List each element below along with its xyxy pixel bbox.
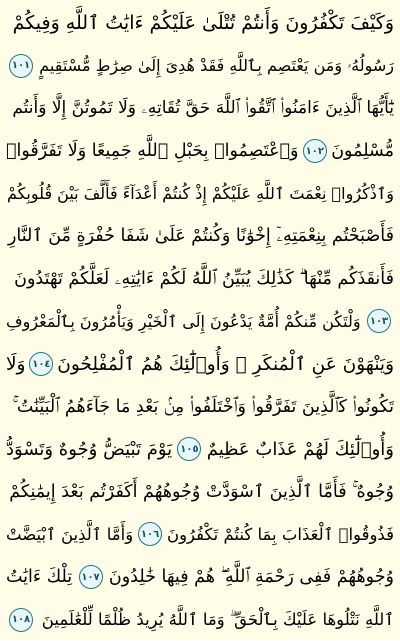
verse-text: وَلَا xyxy=(6,353,26,375)
verse-text: فَأَنقَذَكُم مِّنْهَا ۗ كَذَٰلِكَ يُبَيِّنُ ٱللَّهُ لَكُمْ ءَايَٰتِهِۦ لَعَلَّكُمْ تَهْتَدُونَ xyxy=(14,268,394,289)
verse-text: يَٰٓأَيُّهَا ٱلَّذِينَ ءَامَنُوا۟ ٱتَّقُوا۟ ٱللَّهَ حَقَّ تُقَاتِهِۦ وَلَا تَمُوتُنَّ إِلَّا وَأَنتُم xyxy=(12,98,394,119)
text-line xyxy=(6,130,394,173)
text-line xyxy=(6,2,394,45)
ayah-number-marker: ١٠٣ xyxy=(367,309,391,333)
text-line xyxy=(6,215,394,258)
verse-text: وُجُوهٌ ۚ فَأَمَّا ٱلَّذِينَ ٱسْوَدَّتْ وُجُوهُهُمْ أَكَفَرْتُم بَعْدَ إِيمَٰنِكُمْ xyxy=(9,481,394,502)
text-line xyxy=(6,87,394,130)
ayah-number-marker: ١٠٦ xyxy=(138,522,162,546)
ayah-number-marker: ١٠٤ xyxy=(29,352,53,376)
verse-text: فَأَصْبَحْتُم بِنِعْمَتِهِۦٓ إِخْوَٰنًا وَكُنتُمْ عَلَىٰ شَفَا حُفْرَةٍ مِّنَ ٱلنَّارِ xyxy=(7,226,394,247)
text-line xyxy=(6,385,394,428)
verse-text: وَيَنْهَوْنَ عَنِ ٱلْمُنكَرِ ۚ وَأُو۟لَٰٓئِكَ هُمُ ٱلْمُفْلِحُونَ xyxy=(57,353,394,375)
text-line xyxy=(6,471,394,514)
verse-text: ٱللَّهِ نَتْلُوهَا عَلَيْكَ بِٱلْحَقِّ ۗ وَمَا ٱللَّهُ يُرِيدُ ظُلْمًا لِّلْعَٰلَمِينَ xyxy=(41,609,394,629)
verse-text: رَسُولُهُۥ وَمَن يَعْتَصِم بِٱللَّهِ فَقَدْ هُدِىَ إِلَىٰ صِرَٰطٍ مُّسْتَقِيمٍ xyxy=(39,55,394,75)
ayah-number-marker: ١٠٢ xyxy=(303,139,327,163)
text-line xyxy=(6,45,394,88)
text-line xyxy=(6,343,394,386)
text-line xyxy=(6,172,394,215)
ayah-number-marker: ١٠٧ xyxy=(79,565,103,589)
verse-text: وُجُوهُهُمْ فَفِى رَحْمَةِ ٱللَّهِ ۖ هُمْ فِيهَا خَٰلِدُونَ xyxy=(108,567,394,588)
verse-text: مُّسْلِمُونَ xyxy=(331,141,394,162)
verse-text: وَلْتَكُن مِّنكُمْ أُمَّةٌ يَدْعُونَ إِلَى ٱلْخَيْرِ وَيَأْمُرُونَ بِٱلْمَعْرُوفِ xyxy=(6,311,361,331)
ayah-number-marker: ١٠٨ xyxy=(9,608,33,632)
verse-text: فَذُوقُوا۟ ٱلْعَذَابَ بِمَا كُنتُمْ تَكْفُرُونَ xyxy=(166,524,394,544)
ayah-number-marker: ١٠١ xyxy=(9,54,33,78)
ayah-number-marker: ١٠٥ xyxy=(177,437,201,461)
text-line xyxy=(6,300,394,343)
text-line xyxy=(6,428,394,471)
text-line xyxy=(6,556,394,599)
text-line xyxy=(6,598,394,641)
verse-text: وَكَيْفَ تَكْفُرُونَ وَأَنتُمْ تُتْلَىٰ عَلَيْكُمْ ءَايَٰتُ ٱللَّهِ وَفِيكُمْ xyxy=(12,12,394,35)
verse-text: وَٱذْكُرُوا۟ نِعْمَتَ ٱللَّهِ عَلَيْكُمْ إِذْ كُنتُمْ أَعْدَآءً فَأَلَّفَ بَيْنَ قُلُوبِكُمْ xyxy=(6,184,394,204)
verse-text: وَأُو۟لَٰٓئِكَ لَهُمْ عَذَابٌ عَظِيمٌ xyxy=(206,438,394,460)
verse-text: تِلْكَ ءَايَٰتُ xyxy=(6,567,73,588)
text-line xyxy=(6,258,394,301)
verse-text: تَكُونُوا۟ كَٱلَّذِينَ تَفَرَّقُوا۟ وَٱخْتَلَفُوا۟ مِنۢ بَعْدِ مَا جَآءَهُمُ ٱلْبَيِّنَٰتُ ۚ xyxy=(12,396,394,417)
verse-text: وَٱعْتَصِمُوا۟ بِحَبْلِ ٱللَّهِ جَمِيعًا وَلَا تَفَرَّقُوا۟ xyxy=(6,141,299,162)
text-line xyxy=(6,513,394,556)
verse-text: وَأَمَّا ٱلَّذِينَ ٱبْيَضَّتْ xyxy=(6,524,134,544)
verse-text: يَوْمَ تَبْيَضُّ وُجُوهٌ وَتَسْوَدُّ xyxy=(6,438,173,460)
